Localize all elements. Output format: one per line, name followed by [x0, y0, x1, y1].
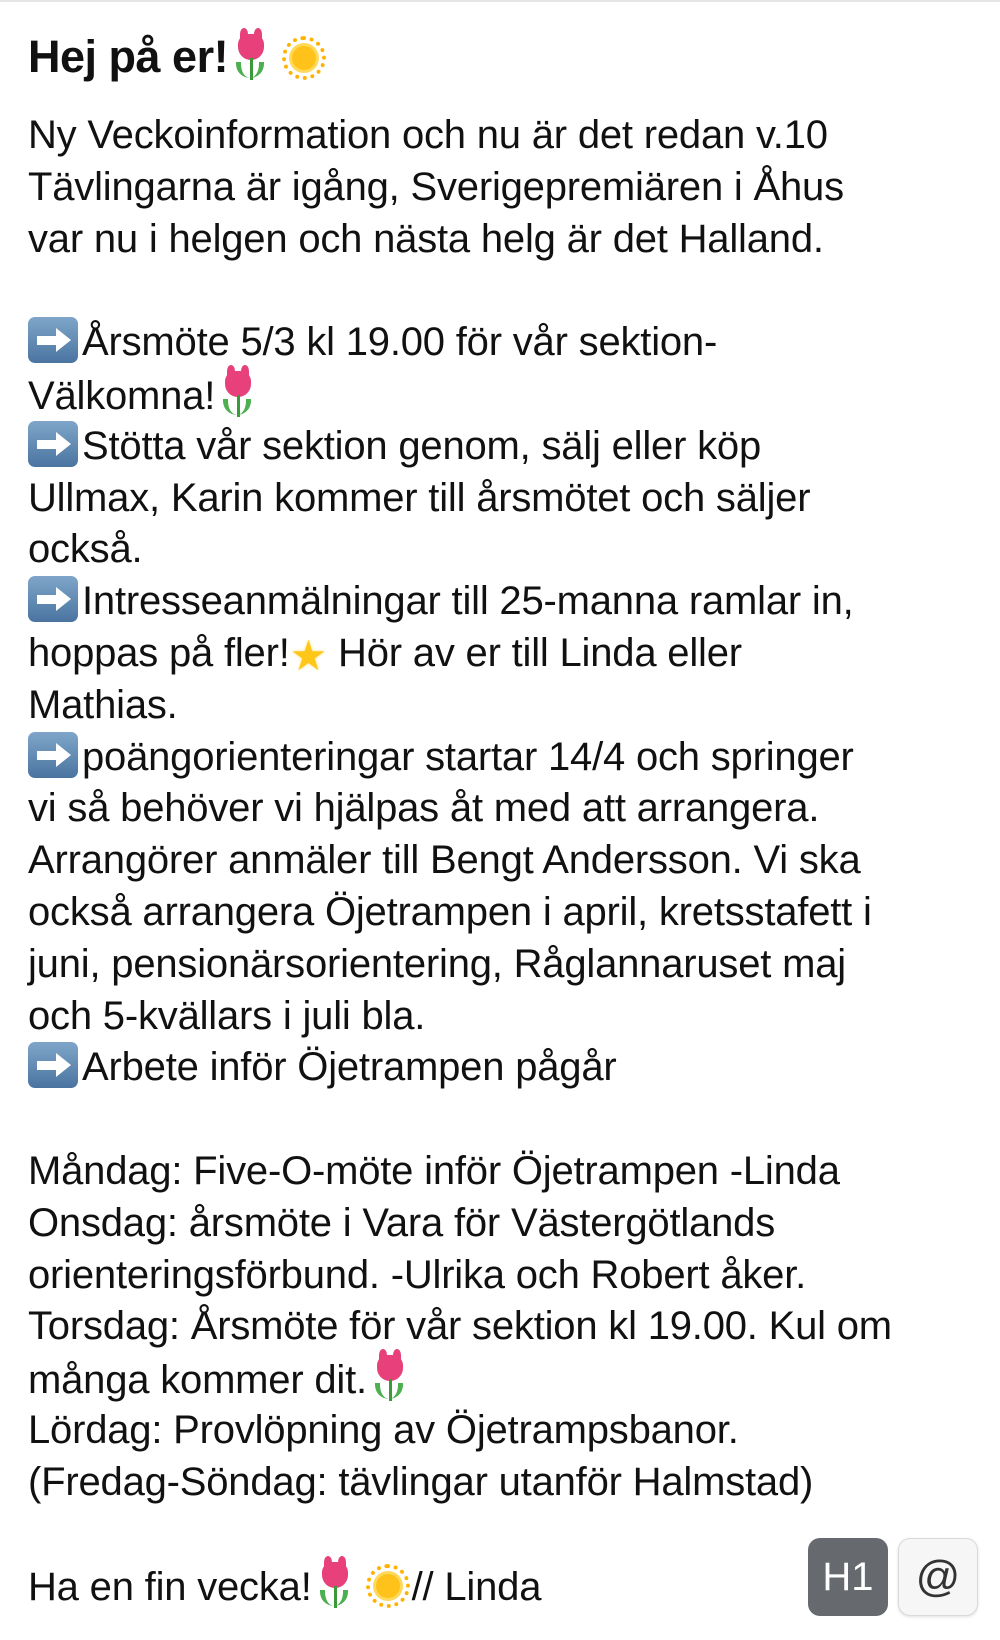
tulip-icon	[369, 1353, 411, 1403]
bullet-line: Välkomna!	[28, 369, 988, 421]
intro-line: var nu i helgen och nästa helg är det Halland.	[28, 216, 824, 261]
intro-line: Ny Veckoinformation och nu är det redan v.10	[28, 113, 828, 157]
bullet-line: Årsmöte 5/3 kl 19.00 för vår sektion-	[28, 317, 988, 369]
bullet-line: Mathias.	[28, 682, 178, 727]
right-arrow-icon	[28, 1042, 78, 1088]
bullet-line: också arrangera Öjetrampen i april, kretsstafett i	[28, 889, 872, 934]
mention-button[interactable]: @	[898, 1538, 978, 1616]
note-body[interactable]	[28, 22, 988, 1612]
bullet-line: Ullmax, Karin kommer till årsmötet och säljer	[28, 475, 811, 520]
tulip-icon	[217, 369, 259, 419]
note-title: Hej på er!	[28, 31, 229, 82]
bullet-line: Arbete inför Öjetrampen pågår	[28, 1042, 988, 1094]
right-arrow-icon	[28, 421, 78, 467]
bullet-line: hoppas på fler!★ Hör av er till Linda eller	[28, 628, 988, 680]
right-arrow-icon	[28, 317, 78, 363]
note-title-line	[28, 22, 988, 92]
closing-line: Ha en fin vecka! // Linda	[28, 1560, 988, 1612]
bullet-line: Arrangörer anmäler till Bengt Andersson. Vi ska	[28, 838, 861, 883]
bullet-line: också.	[28, 527, 143, 572]
schedule-line: Måndag: Five-O-möte inför Öjetrampen -Linda	[28, 1148, 840, 1193]
tulip-icon	[230, 32, 272, 82]
schedule-line: Onsdag: årsmöte i Vara för Västergötlands	[28, 1200, 775, 1245]
heading-h1-button[interactable]: H1	[808, 1538, 888, 1616]
bullet-line: och 5-kvällars i juli bla.	[28, 993, 426, 1038]
bullet-line: juni, pensionärsorientering, Råglannaruset maj	[28, 941, 846, 986]
bullet-line: poängorienteringar startar 14/4 och springer	[28, 732, 988, 784]
right-arrow-icon	[28, 732, 78, 778]
bullet-line: Intresseanmälningar till 25-manna ramlar in,	[28, 576, 988, 628]
top-divider	[0, 0, 1000, 2]
schedule-line: orienteringsförbund. -Ulrika och Robert åker.	[28, 1252, 807, 1297]
format-toolbar	[808, 1538, 978, 1616]
intro-line: Tävlingarna är igång, Sverigepremiären i Åhus	[28, 164, 844, 209]
bullet-line: Stötta vår sektion genom, sälj eller köp	[28, 421, 988, 473]
glowing-star-icon: ★	[289, 631, 328, 679]
bullet-line: vi så behöver vi hjälpas åt med att arrangera.	[28, 786, 820, 831]
schedule-line: (Fredag-Söndag: tävlingar utanför Halmstad)	[28, 1459, 814, 1504]
sun-icon	[364, 1562, 412, 1610]
schedule-line: många kommer dit.	[28, 1353, 988, 1405]
schedule-line: Torsdag: Årsmöte för vår sektion kl 19.00. Kul om	[28, 1304, 892, 1349]
right-arrow-icon	[28, 576, 78, 622]
tulip-icon	[314, 1560, 356, 1610]
schedule-line: Lördag: Provlöpning av Öjetrampsbanor.	[28, 1407, 739, 1452]
sun-icon	[280, 34, 328, 82]
